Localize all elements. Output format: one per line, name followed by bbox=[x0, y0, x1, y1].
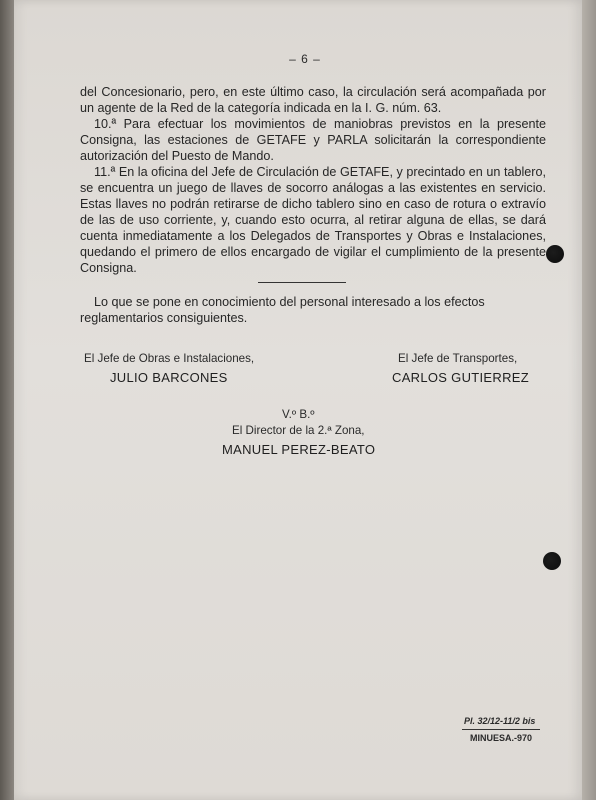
footer-rule bbox=[462, 729, 540, 730]
separator-rule bbox=[258, 282, 346, 283]
paragraph-continuation: del Concesionario, pero, en este último caso, la circulación será acompañada por un agente de la Red de la categoría indicada en la I. G. núm. 63. bbox=[80, 85, 546, 115]
center-signatory-name: MANUEL PEREZ-BEATO bbox=[222, 442, 376, 457]
right-signatory-title: El Jefe de Transportes, bbox=[398, 352, 518, 365]
notice-text: Lo que se pone en conocimiento del personal interesado a los efectos reglamentarios consiguientes. bbox=[80, 295, 485, 325]
binding-shadow bbox=[0, 0, 14, 800]
approval-mark: V.º B.º bbox=[282, 408, 315, 421]
left-signatory-name: JULIO BARCONES bbox=[110, 370, 228, 385]
page-number: – 6 – bbox=[289, 52, 321, 66]
page-edge bbox=[582, 0, 596, 800]
printer-mark: MINUESA.-970 bbox=[470, 733, 533, 743]
right-signatory-name: CARLOS GUTIERREZ bbox=[392, 370, 529, 385]
document-code: Pl. 32/12-11/2 bis bbox=[464, 716, 536, 726]
punch-hole-bottom bbox=[543, 552, 561, 570]
punch-hole-top bbox=[546, 245, 564, 263]
paragraph-10: 10.ª Para efectuar los movimientos de maniobras previstos en la presente Consigna, las estaciones de GETAFE y PARLA solicitarán la correspondiente autorización del Puesto de Mando. bbox=[80, 117, 546, 163]
paragraph-11: 11.ª En la oficina del Jefe de Circulación de GETAFE, y precintado en un tablero, se encuentra un juego de llaves de socorro análogas a las existentes en servicio. Estas llaves no podrán retirarse de dicho tablero sino en caso de rotura o extravío de las de uso corriente, y, cuando esto ocurra, al retirar alguna de ellas, se dará cuenta inmediatamente a los Delegados de Transportes y Obras e Instalaciones, quedando el primero de ellos encargado de vigilar el cumplimiento de la presente Consigna. bbox=[80, 165, 546, 275]
center-signatory-title: El Director de la 2.ª Zona, bbox=[232, 424, 365, 437]
left-signatory-title: El Jefe de Obras e Instalaciones, bbox=[84, 352, 255, 365]
body-text bbox=[80, 84, 546, 276]
